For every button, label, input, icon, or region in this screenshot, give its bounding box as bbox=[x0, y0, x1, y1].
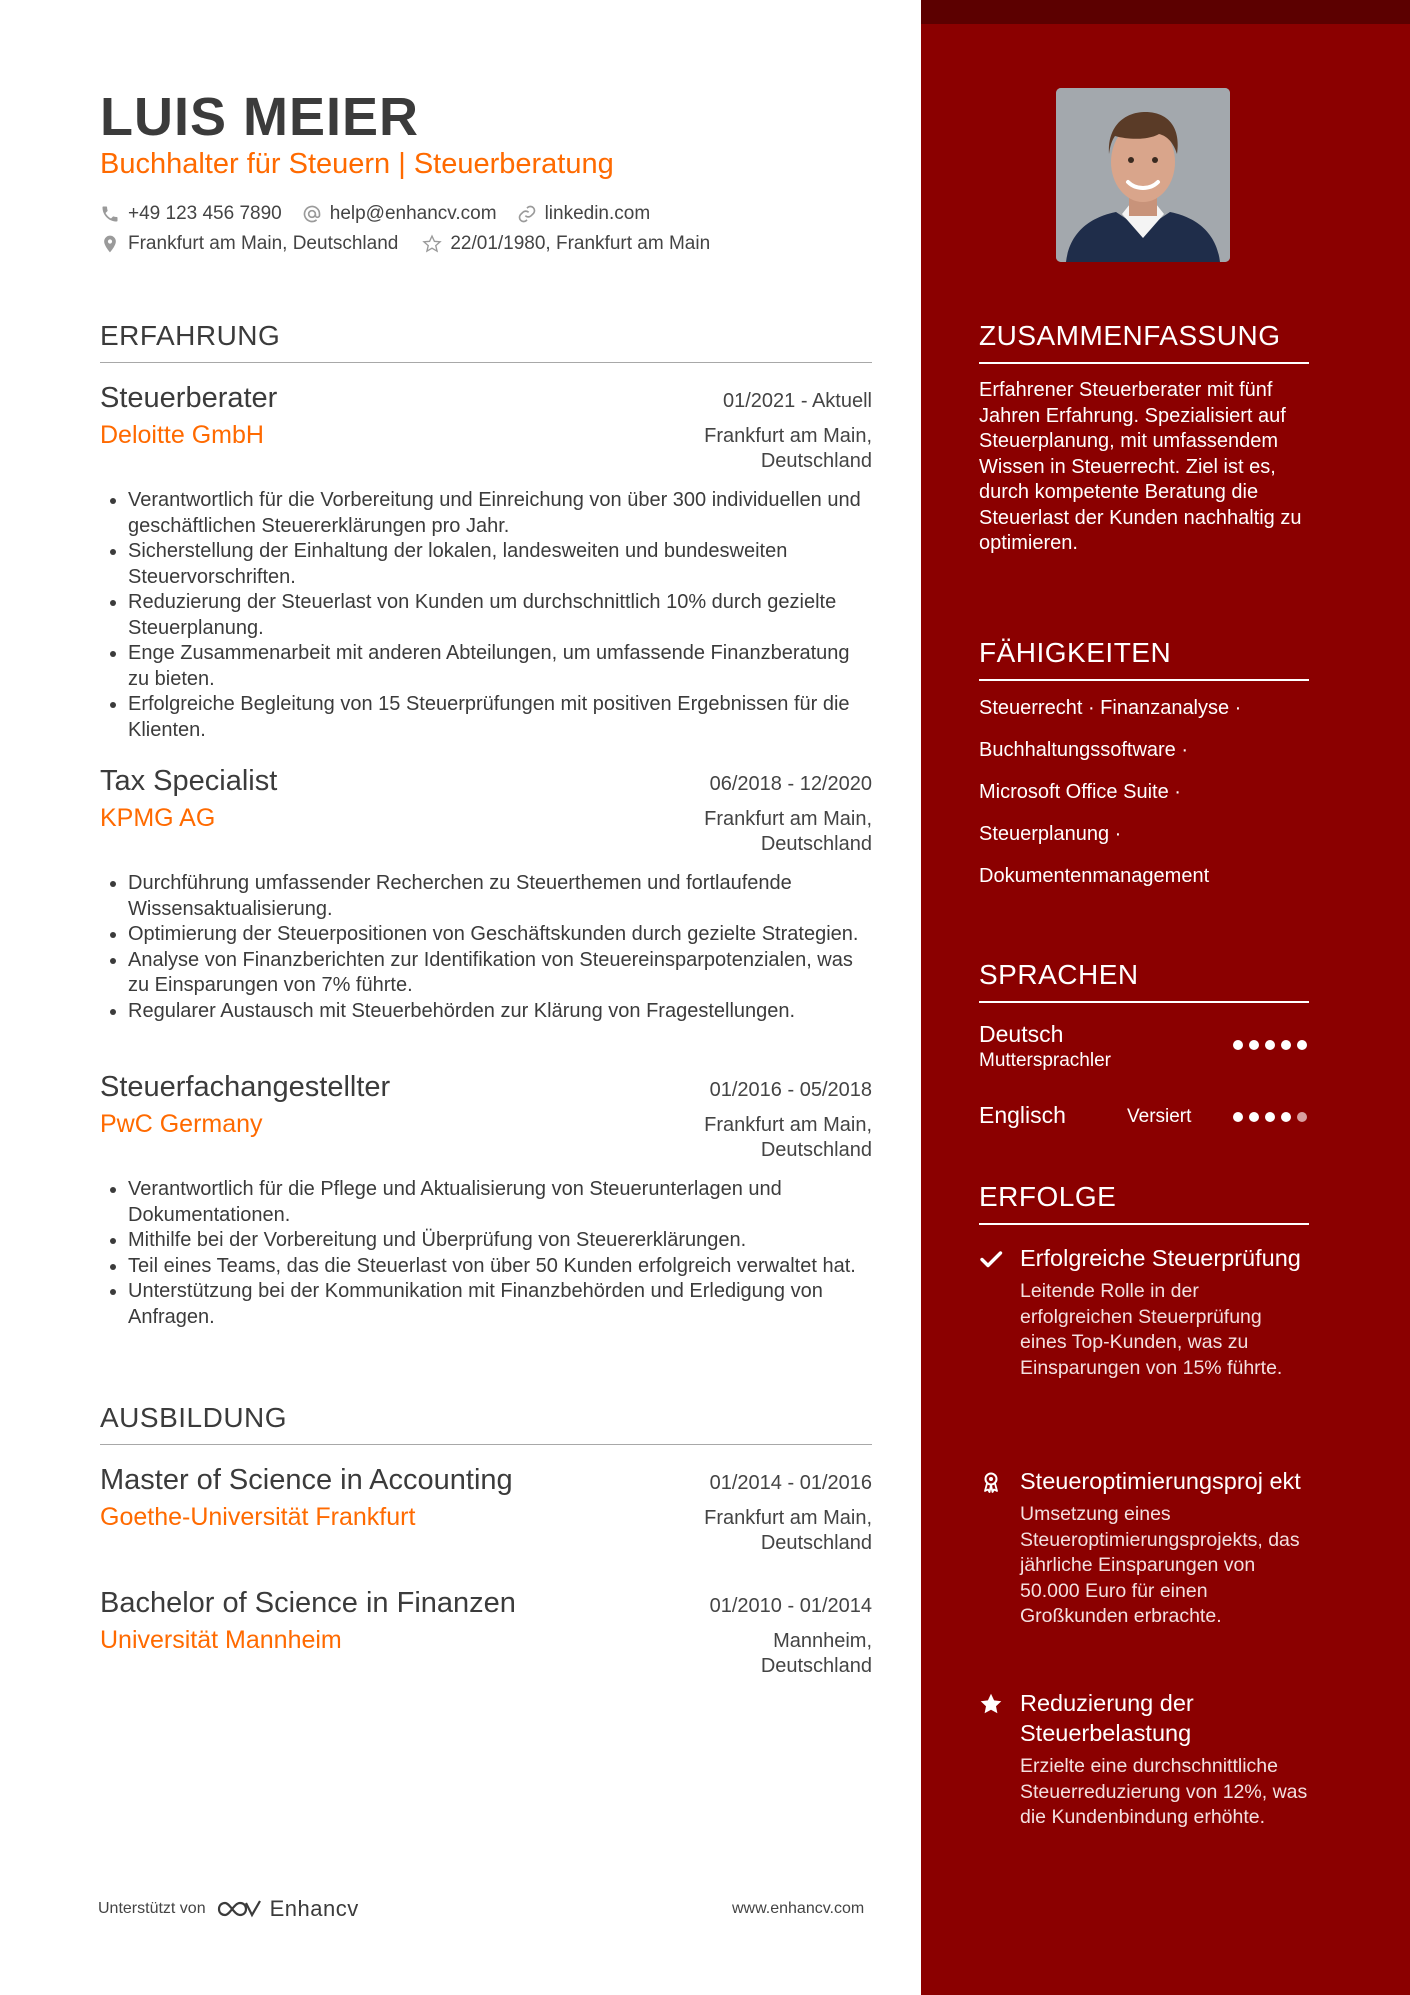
education-school: Universität Mannheim bbox=[100, 1626, 342, 1654]
job-role: Tax Specialist bbox=[100, 765, 278, 797]
language-rating bbox=[1227, 1112, 1307, 1122]
education-location-line: Deutschland bbox=[760, 1532, 872, 1554]
job-bullet: • Unterstützung bei der Kommunikation mit Finanzbehörden und Erledigung von Anfragen. bbox=[128, 1279, 872, 1330]
job-location bbox=[704, 807, 872, 857]
footer-powered-by bbox=[98, 1896, 359, 1922]
location-pin-icon bbox=[100, 234, 120, 254]
candidate-title: Buchhalter für Steuern | Steuerberatung bbox=[100, 148, 614, 180]
job-location bbox=[704, 1113, 872, 1163]
job-bullet: • Mithilfe bei der Vorbereitung und Überprüfung von Steuererklärungen. bbox=[128, 1228, 872, 1254]
candidate-name: LUIS MEIER bbox=[100, 87, 420, 147]
phone-text: +49 123 456 7890 bbox=[128, 203, 282, 224]
rating-dot-filled bbox=[1249, 1112, 1259, 1122]
job-bullet: • Durchführung umfassender Recherchen zu Steuerthemen und fortlaufende Wissensaktualisierung. bbox=[128, 871, 872, 922]
education-entry bbox=[100, 1587, 872, 1679]
education-location-line: Frankfurt am Main, bbox=[704, 1507, 872, 1529]
birth-text: 22/01/1980, Frankfurt am Main bbox=[450, 233, 711, 254]
job-location-line: Deutschland bbox=[760, 1139, 872, 1161]
job-bullet: • Analyse von Finanzberichten zur Identifikation von Steuereinsparpotenzialen, was zu Einsparungen von 7% führte. bbox=[128, 948, 872, 999]
job-location-line: Deutschland bbox=[760, 450, 872, 472]
profile-photo bbox=[1056, 88, 1230, 262]
contact-birth bbox=[422, 233, 710, 255]
contact-email bbox=[302, 203, 497, 225]
achievements-heading: ERFOLGE bbox=[979, 1181, 1309, 1225]
rating-dot-filled bbox=[1265, 1040, 1275, 1050]
languages-heading: SPRACHEN bbox=[979, 959, 1309, 1003]
job-location bbox=[704, 424, 872, 474]
experience-entry bbox=[100, 765, 872, 1024]
email-link[interactable]: help@enhancv.com bbox=[329, 203, 497, 224]
achievement-item bbox=[979, 1243, 1309, 1381]
link-icon bbox=[517, 204, 537, 224]
language-item bbox=[979, 1102, 1309, 1129]
language-name: Englisch bbox=[979, 1102, 1066, 1128]
rating-dot-filled bbox=[1297, 1040, 1307, 1050]
rating-dot-filled bbox=[1233, 1112, 1243, 1122]
footer-website[interactable]: www.enhancv.com bbox=[732, 1900, 865, 1917]
contact-location bbox=[100, 233, 398, 255]
contact-row-2 bbox=[100, 233, 730, 255]
achievement-title: Steueroptimierungsproj ekt bbox=[1020, 1468, 1301, 1494]
job-bullet: • Regularer Austausch mit Steuerbehörden zur Klärung von Fragestellungen. bbox=[128, 999, 872, 1025]
education-date: 01/2010 - 01/2014 bbox=[709, 1595, 872, 1617]
job-role: Steuerfachangestellter bbox=[100, 1071, 391, 1103]
job-bullet: • Enge Zusammenarbeit mit anderen Abteilungen, um umfassende Finanzberatung zu bieten. bbox=[128, 641, 872, 692]
achievement-item bbox=[979, 1466, 1309, 1630]
job-location-line: Frankfurt am Main, bbox=[704, 808, 872, 830]
at-icon bbox=[302, 204, 322, 224]
contact-linkedin bbox=[517, 203, 651, 225]
education-location bbox=[704, 1506, 872, 1556]
language-level: Versiert bbox=[1127, 1106, 1192, 1127]
job-company: KPMG AG bbox=[100, 804, 216, 832]
rating-dot-filled bbox=[1249, 1040, 1259, 1050]
language-rating bbox=[1227, 1040, 1307, 1050]
linkedin-link[interactable]: linkedin.com bbox=[544, 203, 651, 224]
education-entry bbox=[100, 1464, 872, 1556]
skills-section bbox=[979, 637, 1309, 897]
language-item bbox=[979, 1021, 1309, 1072]
achievement-desc: Leitende Rolle in der erfolgreichen Steuerprüfung eines Top-Kunden, was zu Einsparungen von 15% führte. bbox=[1020, 1280, 1283, 1379]
job-date: 01/2016 - 05/2018 bbox=[709, 1079, 872, 1101]
job-company: PwC Germany bbox=[100, 1110, 263, 1138]
summary-text: Erfahrener Steuerberater mit fünf Jahren Erfahrung. Spezialisiert auf Steuerplanung, mit umfassendem Wissen in Steuerrecht. Ziel ist es, durch kompetente Beratung die Steuerlast der Kunden nachhaltig zu optimieren. bbox=[979, 379, 1302, 554]
rating-dot-filled bbox=[1233, 1040, 1243, 1050]
powered-by-text: Unterstützt von bbox=[98, 1900, 206, 1917]
achievement-desc: Erzielte eine durchschnittliche Steuerreduzierung von 12%, was die Kundenbindung erhöhte. bbox=[1020, 1755, 1308, 1828]
achievement-title: Erfolgreiche Steuerprüfung bbox=[1020, 1245, 1301, 1271]
skill-line: Steuerrecht · Finanzanalyse · bbox=[979, 697, 1242, 719]
star-icon bbox=[979, 1692, 1003, 1716]
skills-list bbox=[979, 687, 1309, 897]
job-bullets bbox=[100, 871, 872, 1024]
rating-dot-filled bbox=[1281, 1040, 1291, 1050]
language-name: Deutsch bbox=[979, 1021, 1064, 1047]
job-company: Deloitte GmbH bbox=[100, 421, 264, 449]
skills-heading: FÄHIGKEITEN bbox=[979, 637, 1309, 681]
award-icon bbox=[979, 1470, 1003, 1494]
achievement-desc: Umsetzung eines Steueroptimierungsprojekts, das jährliche Einsparungen von 50.000 Euro für einen Großkunden erbrachte. bbox=[1020, 1503, 1300, 1627]
job-bullet: • Teil eines Teams, das die Steuerlast von über 50 Kunden erfolgreich verwaltet hat. bbox=[128, 1254, 872, 1280]
enhancv-logo-icon bbox=[216, 1897, 264, 1921]
languages-section bbox=[979, 959, 1309, 1139]
education-degree: Master of Science in Accounting bbox=[100, 1464, 513, 1496]
job-bullets bbox=[100, 488, 872, 743]
sidebar bbox=[921, 0, 1410, 1995]
job-date: 01/2021 - Aktuell bbox=[723, 390, 872, 412]
job-bullet: • Optimierung der Steuerpositionen von Geschäftskunden durch gezielte Strategien. bbox=[128, 922, 872, 948]
rating-dot-filled bbox=[1281, 1112, 1291, 1122]
experience-entry bbox=[100, 1071, 872, 1330]
contact-phone bbox=[100, 203, 282, 225]
achievement-item bbox=[979, 1688, 1309, 1831]
education-location-line: Deutschland bbox=[760, 1655, 872, 1677]
job-location-line: Deutschland bbox=[760, 833, 872, 855]
education-school: Goethe-Universität Frankfurt bbox=[100, 1503, 416, 1531]
star-outline-icon bbox=[422, 234, 442, 254]
contact-row-1 bbox=[100, 203, 670, 225]
skill-line: Microsoft Office Suite · bbox=[979, 781, 1181, 803]
job-bullet: • Verantwortlich für die Vorbereitung und Einreichung von über 300 individuellen und geschäftlichen Steuererklärungen pro Jahr. bbox=[128, 488, 872, 539]
education-location-line: Mannheim, bbox=[773, 1630, 872, 1652]
education-heading: AUSBILDUNG bbox=[100, 1402, 872, 1445]
checkmark-icon bbox=[979, 1247, 1003, 1271]
summary-section bbox=[979, 320, 1309, 557]
skill-line: Steuerplanung · bbox=[979, 823, 1122, 845]
avatar bbox=[1056, 88, 1230, 262]
job-bullets bbox=[100, 1177, 872, 1330]
job-bullet: • Verantwortlich für die Pflege und Aktualisierung von Steuerunterlagen und Dokumentationen. bbox=[128, 1177, 872, 1228]
achievements-section bbox=[979, 1181, 1309, 1901]
job-role: Steuerberater bbox=[100, 382, 278, 414]
education-degree: Bachelor of Science in Finanzen bbox=[100, 1587, 516, 1619]
job-location-line: Frankfurt am Main, bbox=[704, 425, 872, 447]
location-text: Frankfurt am Main, Deutschland bbox=[128, 233, 399, 254]
language-level: Muttersprachler bbox=[979, 1050, 1111, 1071]
job-bullet: • Reduzierung der Steuerlast von Kunden um durchschnittlich 10% durch gezielte Steuerplanung. bbox=[128, 590, 872, 641]
phone-icon bbox=[100, 204, 120, 224]
job-location-line: Frankfurt am Main, bbox=[704, 1114, 872, 1136]
experience-entry bbox=[100, 382, 872, 743]
summary-heading: ZUSAMMENFASSUNG bbox=[979, 320, 1309, 364]
job-bullet: • Erfolgreiche Begleitung von 15 Steuerprüfungen mit positiven Ergebnissen für die Klienten. bbox=[128, 692, 872, 743]
experience-heading: ERFAHRUNG bbox=[100, 320, 872, 363]
skill-line: Buchhaltungssoftware · bbox=[979, 739, 1189, 761]
education-location bbox=[761, 1629, 872, 1679]
job-date: 06/2018 - 12/2020 bbox=[709, 773, 872, 795]
education-date: 01/2014 - 01/2016 bbox=[709, 1472, 872, 1494]
rating-dot-filled bbox=[1265, 1112, 1275, 1122]
achievement-title: Reduzierung der Steuerbelastung bbox=[1020, 1690, 1194, 1746]
enhancv-brand[interactable]: Enhancv bbox=[269, 1896, 359, 1921]
skill-line: Dokumentenmanagement bbox=[979, 865, 1210, 887]
rating-dot-empty bbox=[1297, 1112, 1307, 1122]
job-bullet: • Sicherstellung der Einhaltung der lokalen, landesweiten und bundesweiten Steuervorschriften. bbox=[128, 539, 872, 590]
sidebar-top-band bbox=[921, 0, 1410, 24]
